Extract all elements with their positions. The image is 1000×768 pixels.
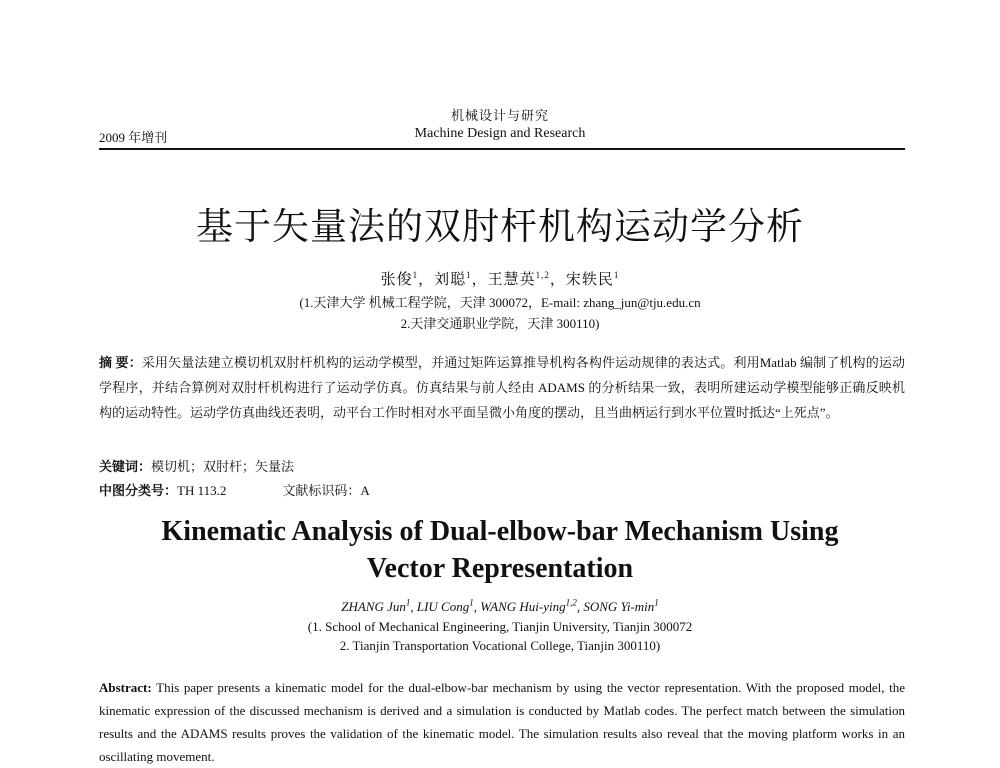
author-en: LIU Cong$^1$	[416, 598, 474, 615]
affiliation-line: (1. School of Mechanical Engineering, Tianjin University, Tianjin 300072	[307, 619, 693, 634]
author-cn: 刘聪$^1$	[434, 270, 472, 288]
author-cn: 宋轶民$^1$	[565, 270, 620, 288]
abstract-label-en: Abstract:	[99, 680, 152, 695]
clc-value: TH 113.2	[177, 483, 227, 498]
author-cn: 张俊$^1$	[380, 270, 419, 288]
journal-name-cn: 机械设计与研究	[450, 108, 549, 123]
affiliation-line: 2. Tianjin Transportation Vocational College, Tianjin 300110)	[339, 638, 661, 653]
keywords-text: 模切机；双肘杆；矢量法	[151, 459, 295, 474]
title-en-line: Vector Representation	[366, 553, 634, 584]
abstract-en	[99, 676, 905, 768]
clc-label: 中图分类号：	[99, 483, 178, 498]
classification-line	[99, 480, 370, 499]
abstract-cn	[99, 350, 905, 425]
doc-code-label: 文献标识码：	[282, 483, 361, 498]
title-en-line: Kinematic Analysis of Dual-elbow-bar Mechanism Using	[161, 516, 839, 547]
doc-code-value: A	[360, 483, 370, 498]
keywords-label: 关键词：	[99, 459, 152, 474]
header-rule	[99, 148, 905, 150]
author-en: SONG $Yi-\min^1$	[583, 598, 659, 615]
paper-title-cn: 基于矢量法的双肘杆机构运动学分析	[196, 207, 804, 248]
abstract-text-en: This paper presents a kinematic model for the dual-elbow-bar mechanism by using the vector representation. With the proposed model, the kinematic expression of the discussed mechanism is derived and a simulation is conducted by Matlab codes. The perfect match between the simulation results and the ADAMS results proves the validation of the kinematic model. The simulation results also reveal that the moving platform works in an oscillating movement.	[99, 680, 906, 764]
author-en: WANG Hui-ying$^{1,2}$	[480, 598, 577, 615]
affiliations-en	[0, 617, 1000, 655]
authors-cn: 张俊$^1$，刘聪$^1$，王慧英$^{1,2}$，宋轶民$^1$	[380, 270, 620, 288]
authors-en: ZHANG Jun$^1$, LIU Cong$^1$, WANG Hui-ying$^{1,2}$, SONG $Yi-\min^1$	[341, 598, 659, 615]
journal-name-en: Machine Design and Research	[414, 126, 586, 141]
abstract-text-cn: 采用矢量法建立模切机双肘杆机构的运动学模型，并通过矩阵运算推导机构各构件运动规律的表达式。利用Matlab 编制了机构的运动学程序，并结合算例对双肘杆机构进行了运动学仿真。仿真结果与前人经由 ADAMS 的分析结果一致，表明所建运动学模型能够正确反映机构的运动特性。运动学仿真曲线还表明，动平台工作时相对水平面呈微小角度的摆动，且当曲柄运行到水平位置时抵达“上死点”。	[99, 355, 905, 420]
keywords-cn	[99, 456, 294, 475]
year-issue: 2009 年增刊	[99, 130, 168, 145]
affiliation-line: (1.天津大学 机械工程学院，天津 300072，E-mail: zhang_jun@tju.edu.cn	[299, 295, 701, 310]
affiliation-line: 2.天津交通职业学院，天津 300110)	[400, 316, 600, 331]
author-en: ZHANG Jun$^1$	[341, 598, 411, 615]
affiliations-cn	[0, 292, 1000, 334]
abstract-label-cn: 摘 要：	[99, 355, 142, 370]
author-cn: 王慧英$^{1,2}$	[487, 270, 550, 288]
paper-title-en	[0, 513, 1000, 587]
